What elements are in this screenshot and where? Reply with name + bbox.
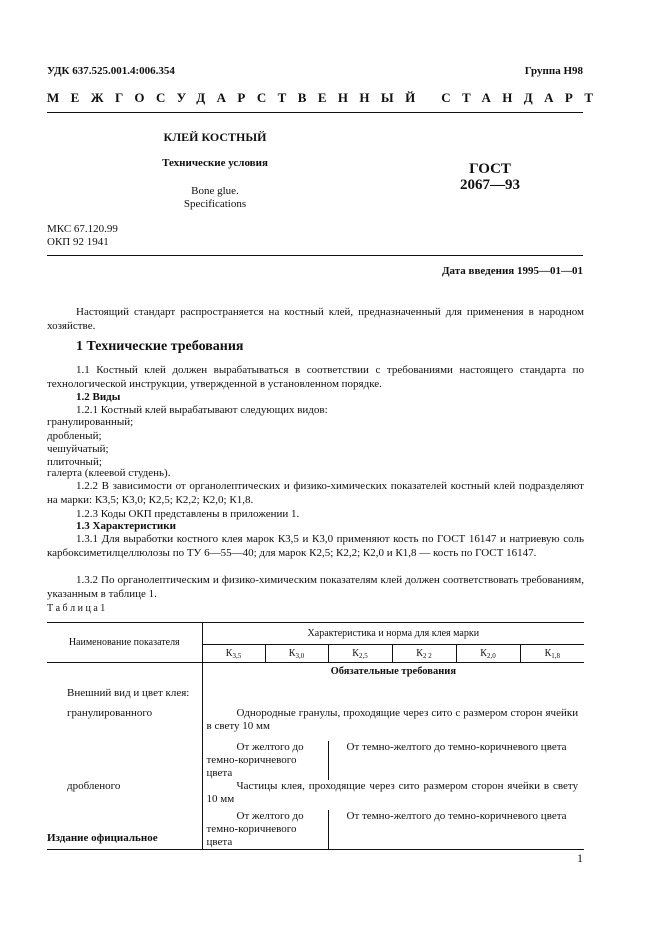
group-code: Группа Н98 bbox=[524, 65, 583, 77]
grade-code: К3,5 bbox=[94, 494, 116, 506]
udc-code: УДК 637.525.001.4:006.354 bbox=[47, 65, 175, 77]
grade-header bbox=[202, 645, 265, 663]
official-edition-label: Издание официальное bbox=[47, 832, 158, 844]
paragraph-1-2-2-text: 1.2.2 В зависимости от органолептических и физико-химических показателей костный клей подразделяют на марки: bbox=[47, 480, 584, 506]
paragraph-1-2-2 bbox=[47, 479, 584, 507]
header-rule bbox=[47, 112, 583, 113]
grade-header bbox=[265, 645, 328, 663]
column-group-header: Характеристика и норма для клея марки bbox=[202, 623, 584, 645]
grade-letter: К bbox=[288, 648, 296, 659]
grade-letter: К bbox=[352, 648, 359, 659]
grade-code: К2,2 bbox=[175, 494, 197, 506]
okp-code: ОКП 92 1941 bbox=[47, 236, 109, 248]
paragraph-1-1: 1.1 Костный клей должен вырабатываться в соответствии с требованиями настоящего стандарта по технологической инструкции, утвержденной в установленном порядке. bbox=[47, 364, 584, 390]
grade-header bbox=[328, 645, 392, 663]
column-header-indicator: Наименование показателя bbox=[47, 623, 202, 663]
paragraph-1-3-2: 1.3.2 По органолептическим и физико-химическим показателям клей должен соответствовать требованиям, указанным в таблице 1. bbox=[47, 574, 584, 600]
grade-letter: К bbox=[225, 648, 233, 659]
document-title: КЛЕЙ КОСТНЫЙ bbox=[163, 130, 267, 144]
gost-label: ГОСТ bbox=[469, 161, 511, 177]
grade-list: К3,5; К3,0; К2,5; К2,2; К2,0; К1,8. bbox=[94, 494, 254, 506]
english-subtitle: Specifications bbox=[183, 198, 247, 210]
grade-index: 3,0 bbox=[295, 652, 305, 660]
page-number: 1 bbox=[577, 851, 583, 865]
grade-code: К3,0 bbox=[121, 494, 143, 506]
heading-1-3: 1.3 Характеристики bbox=[76, 520, 176, 532]
crushed-description: Частицы клея, проходящие через сито размером сторон ячейки в свету 10 мм bbox=[206, 779, 579, 805]
grade-index: 2 2 bbox=[422, 652, 432, 660]
english-title: Bone glue. bbox=[191, 185, 239, 197]
mandatory-requirements-heading: Обязательные требования bbox=[330, 666, 456, 677]
grade-code: К1,8 bbox=[229, 494, 251, 506]
table-caption: Т а б л и ц а 1 bbox=[47, 603, 106, 614]
introduction-date: Дата введения 1995—01—01 bbox=[441, 265, 583, 277]
title-rule bbox=[47, 255, 583, 256]
color-norm-left: От желтого до темно-коричневого цвета bbox=[202, 810, 328, 850]
kind-item: плиточный; bbox=[47, 456, 102, 468]
mks-code: МКС 67.120.99 bbox=[47, 223, 118, 235]
grade-header bbox=[520, 645, 584, 663]
grade-code: К2,5 bbox=[148, 494, 170, 506]
granulated-description: Однородные гранулы, проходящие через сито с размером сторон ячейки в свету 10 мм bbox=[206, 706, 579, 732]
row-label-crushed: дробленого bbox=[47, 780, 202, 810]
document-subtitle: Технические условия bbox=[162, 157, 268, 169]
kind-item: гранулированный; bbox=[47, 416, 134, 428]
kind-item: чешуйчатый; bbox=[47, 443, 109, 455]
grade-letter: К bbox=[480, 648, 487, 659]
grade-index: 3,5 bbox=[232, 652, 242, 660]
standard-type-heading: МЕЖГОСУДАРСТВЕННЫЙ СТАНДАРТ bbox=[47, 90, 605, 105]
kind-item: дробленый; bbox=[47, 430, 102, 442]
section-1-heading: 1 Технические требования bbox=[76, 339, 244, 354]
grade-index: 1,8 bbox=[551, 652, 560, 660]
color-norm-right: От темно-желтого до темно-коричневого цвета bbox=[346, 740, 567, 753]
row-label-appearance: Внешний вид и цвет клея: bbox=[47, 683, 202, 707]
requirements-table bbox=[47, 622, 584, 850]
gost-number: 2067—93 bbox=[460, 177, 520, 193]
kind-item: галерта (клеевой студень). bbox=[47, 467, 171, 479]
color-norm-right: От темно-желтого до темно-коричневого цвета bbox=[328, 810, 584, 850]
grade-index: 2,0 bbox=[486, 652, 496, 660]
grade-header bbox=[392, 645, 456, 663]
heading-1-2: 1.2 Виды bbox=[76, 391, 121, 403]
grade-header bbox=[456, 645, 520, 663]
row-label-granulated: гранулированного bbox=[47, 707, 202, 741]
paragraph-1-2-1: 1.2.1 Костный клей вырабатывают следующих видов: bbox=[76, 404, 328, 416]
intro-paragraph: Настоящий стандарт распространяется на костный клей, предназначенный для применения в народном хозяйстве. bbox=[47, 306, 584, 332]
color-norm-left: От желтого до темно-коричневого цвета bbox=[202, 741, 328, 780]
grade-index: 2,5 bbox=[358, 652, 368, 660]
empty-cell bbox=[47, 663, 202, 683]
grade-letter: К bbox=[544, 648, 552, 659]
empty-cell bbox=[202, 683, 584, 707]
grade-letter: К bbox=[416, 648, 423, 659]
paragraph-1-2-3: 1.2.3 Коды ОКП представлены в приложении 1. bbox=[76, 508, 300, 520]
grade-code: К2,0 bbox=[202, 494, 224, 506]
paragraph-1-3-1: 1.3.1 Для выработки костного клея марок К3,5 и К3,0 применяют кость по ГОСТ 16147 и натриевую соль карбоксиметилцеллюлозы по ТУ 6—55—40; для марок К2,5; К2,2; К2,0 и К1,8 — кость по ГОСТ 16147. bbox=[47, 533, 584, 559]
empty-cell bbox=[47, 741, 202, 780]
